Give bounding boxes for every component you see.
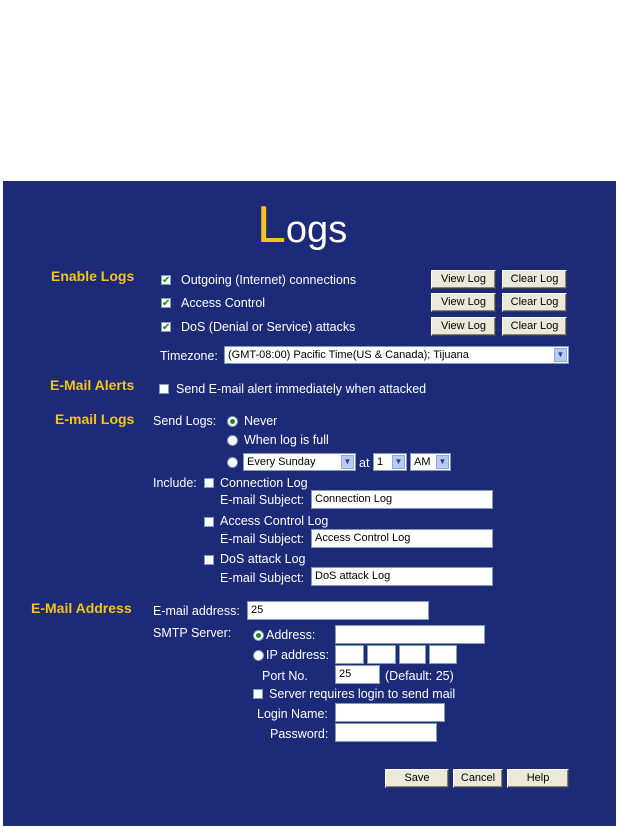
port-input[interactable]: 25 — [335, 665, 380, 684]
email-logs-heading: E-mail Logs — [55, 411, 135, 427]
dos-attacks-checkbox[interactable] — [161, 322, 171, 332]
outgoing-connections-checkbox[interactable] — [161, 275, 171, 285]
smtp-address-radio[interactable] — [253, 630, 264, 641]
login-name-input[interactable] — [335, 703, 445, 722]
connection-subject-label: E-mail Subject: — [220, 493, 305, 507]
timezone-select[interactable]: (GMT-08:00) Pacific Time(US & Canada); Tijuana ▼ — [224, 346, 569, 364]
smtp-ip-radio[interactable] — [253, 650, 264, 661]
clear-log-outgoing-button[interactable]: Clear Log — [502, 270, 567, 289]
access-subject-label: E-mail Subject: — [220, 532, 305, 546]
dos-subject-input[interactable]: DoS attack Log — [311, 567, 493, 586]
dos-log-label: DoS attack Log — [220, 552, 306, 566]
connection-subject-input[interactable]: Connection Log — [311, 490, 493, 509]
smtp-address-label: Address: — [266, 628, 316, 642]
include-label: Include: — [153, 476, 197, 490]
view-log-dos-button[interactable]: View Log — [431, 317, 496, 336]
schedule-day-select[interactable]: Every Sunday ▼ — [243, 453, 356, 471]
access-subject-input[interactable]: Access Control Log — [311, 529, 493, 548]
access-control-log-checkbox[interactable] — [204, 517, 214, 527]
send-logs-label: Send Logs: — [153, 414, 217, 428]
cancel-button[interactable]: Cancel — [453, 769, 503, 788]
email-address-label: E-mail address: — [153, 604, 240, 618]
chevron-down-icon: ▼ — [554, 348, 567, 362]
password-label: Password: — [270, 727, 329, 741]
port-label: Port No. — [262, 669, 308, 683]
password-input[interactable] — [335, 723, 437, 742]
smtp-server-label: SMTP Server: — [153, 626, 232, 640]
send-never-radio[interactable] — [227, 416, 238, 427]
chevron-down-icon: ▼ — [436, 455, 449, 469]
help-button[interactable]: Help — [507, 769, 569, 788]
email-address-heading: E-Mail Address — [31, 600, 132, 616]
access-control-label: Access Control — [181, 296, 266, 310]
page-title: Logs — [257, 196, 348, 254]
enable-logs-heading: Enable Logs — [51, 268, 135, 284]
schedule-hour-select[interactable]: 1 ▼ — [373, 453, 407, 471]
smtp-address-input[interactable] — [335, 625, 485, 644]
view-log-outgoing-button[interactable]: View Log — [431, 270, 496, 289]
dos-attacks-label: DoS (Denial or Service) attacks — [181, 320, 356, 334]
port-default-label: (Default: 25) — [385, 669, 454, 683]
ip-octet-1-input[interactable] — [335, 645, 364, 664]
ip-octet-4-input[interactable] — [429, 645, 457, 664]
server-login-label: Server requires login to send mail — [269, 687, 456, 701]
send-when-full-radio[interactable] — [227, 435, 238, 446]
view-log-access-button[interactable]: View Log — [431, 293, 496, 312]
send-when-full-label: When log is full — [244, 433, 329, 447]
connection-log-checkbox[interactable] — [204, 478, 214, 488]
send-alert-checkbox[interactable] — [159, 384, 169, 394]
email-address-input[interactable]: 25 — [247, 601, 429, 620]
chevron-down-icon: ▼ — [392, 455, 405, 469]
clear-log-access-button[interactable]: Clear Log — [502, 293, 567, 312]
ip-octet-2-input[interactable] — [367, 645, 396, 664]
at-label: at — [359, 456, 370, 470]
send-never-label: Never — [244, 414, 278, 428]
send-alert-label: Send E-mail alert immediately when attacked — [176, 382, 427, 396]
smtp-ip-label: IP address: — [266, 648, 330, 662]
timezone-label: Timezone: — [160, 349, 218, 363]
server-login-checkbox[interactable] — [253, 689, 263, 699]
dos-subject-label: E-mail Subject: — [220, 571, 305, 585]
dos-log-checkbox[interactable] — [204, 555, 214, 565]
send-schedule-radio[interactable] — [227, 457, 238, 468]
outgoing-connections-label: Outgoing (Internet) connections — [181, 273, 357, 287]
access-control-checkbox[interactable] — [161, 298, 171, 308]
connection-log-label: Connection Log — [220, 476, 308, 490]
email-alerts-heading: E-Mail Alerts — [50, 377, 135, 393]
schedule-ampm-select[interactable]: AM ▼ — [410, 453, 451, 471]
chevron-down-icon: ▼ — [341, 455, 354, 469]
clear-log-dos-button[interactable]: Clear Log — [502, 317, 567, 336]
ip-octet-3-input[interactable] — [399, 645, 426, 664]
login-name-label: Login Name: — [257, 707, 328, 721]
access-control-log-label: Access Control Log — [220, 514, 329, 528]
save-button[interactable]: Save — [385, 769, 449, 788]
